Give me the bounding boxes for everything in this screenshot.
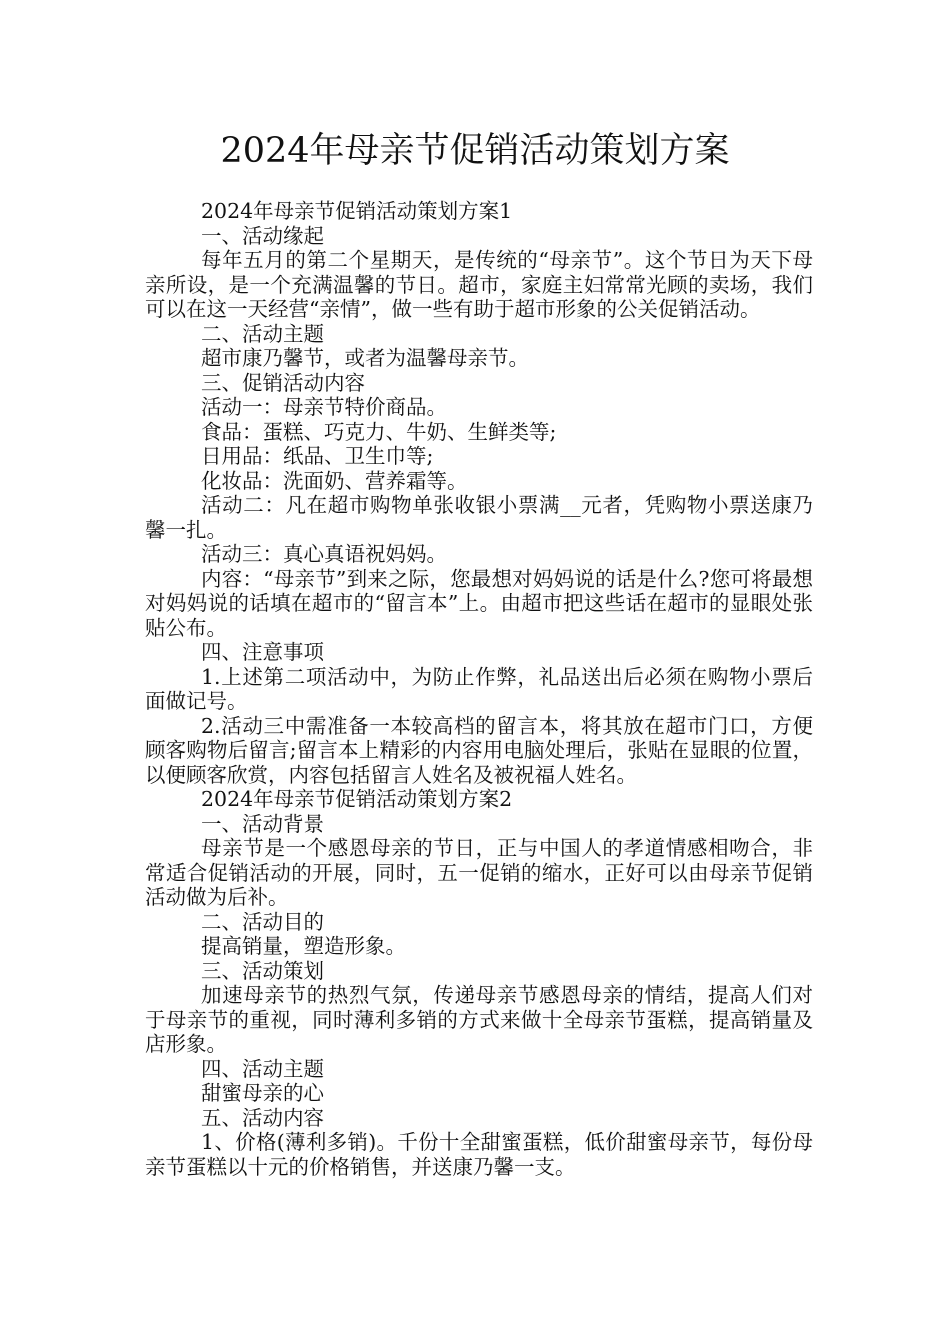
section-heading: 二、活动主题: [201, 321, 324, 346]
document-title: 2024年母亲节促销活动策划方案: [220, 131, 730, 171]
paragraph: 超市康乃馨节，或者为温馨母亲节。: [201, 346, 529, 370]
section-heading: 四、注意事项: [201, 640, 324, 664]
paragraph: 活动一：母亲节特价商品。: [201, 395, 447, 419]
paragraph: 母亲节是一个感恩母亲的节日，正与中国人的孝道情感相吻合，非常适合促销活动的开展，同时，五一促销的缩水，正好可以由母亲节促销活动做为后补。: [145, 836, 813, 909]
paragraph: 提高销量，塑造形象。: [201, 934, 406, 958]
document-body: [145, 199, 813, 1179]
section-heading: 四、活动主题: [201, 1056, 324, 1081]
paragraph: 1、价格(薄利多销)。千份十全甜蜜蛋糕，低价甜蜜母亲节，每份母亲节蛋糕以十元的价格销售，并送康乃馨一支。: [145, 1130, 813, 1179]
section-heading: 一、活动背景: [201, 811, 324, 836]
paragraph: 内容：“母亲节”到来之际，您最想对妈妈说的话是什么?您可将最想对妈妈说的话填在超市的“留言本”上。由超市把这些话在超市的显眼处张贴公布。: [145, 566, 813, 640]
paragraph: 食品：蛋糕、巧克力、牛奶、生鲜类等;: [201, 419, 557, 444]
paragraph: 每年五月的第二个星期天，是传统的“母亲节”。这个节日为天下母亲所设，是一个充满温馨的节日。超市，家庭主妇常常光顾的卖场，我们可以在这一天经营“亲情”，做一些有助于超市形象的公关促销活动。: [145, 248, 813, 321]
paragraph: 日用品：纸品、卫生巾等;: [201, 444, 434, 468]
paragraph: 2024年母亲节促销活动策划方案2: [201, 787, 513, 811]
section-heading: 五、活动内容: [201, 1105, 324, 1130]
section-heading: 三、促销活动内容: [201, 370, 365, 395]
section-heading: 三、活动策划: [201, 958, 324, 983]
paragraph: 加速母亲节的热烈气氛，传递母亲节感恩母亲的情结，提高人们对于母亲节的重视，同时薄利多销的方式来做十全母亲节蛋糕，提高销量及店形象。: [145, 983, 813, 1056]
paragraph: 甜蜜母亲的心: [201, 1081, 324, 1105]
section-heading: 二、活动目的: [201, 909, 324, 934]
paragraph: 活动二：凡在超市购物单张收银小票满__元者，凭购物小票送康乃馨一扎。: [145, 493, 813, 542]
paragraph: 1.上述第二项活动中，为防止作弊，礼品送出后必须在购物小票后面做记号。: [145, 664, 813, 713]
paragraph: 化妆品：洗面奶、营养霜等。: [201, 468, 468, 493]
section-heading: 一、活动缘起: [201, 223, 324, 248]
paragraph: 2.活动三中需准备一本较高档的留言本，将其放在超市门口，方便顾客购物后留言;留言本上精彩的内容用电脑处理后，张贴在显眼的位置，以便顾客欣赏，内容包括留言人姓名及被祝福人姓名。: [145, 713, 813, 787]
paragraph: 活动三：真心真语祝妈妈。: [201, 542, 447, 566]
paragraph: 2024年母亲节促销活动策划方案1: [201, 199, 513, 223]
